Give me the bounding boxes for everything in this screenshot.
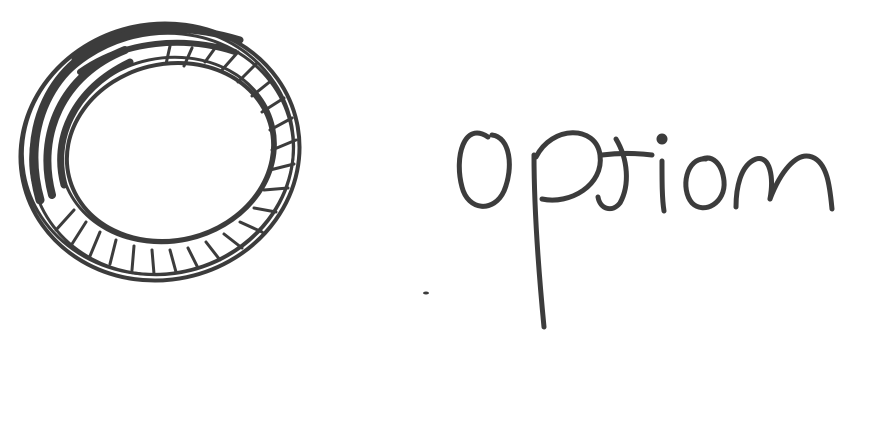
option-label: [430, 95, 870, 355]
option-handwriting: [430, 95, 870, 355]
